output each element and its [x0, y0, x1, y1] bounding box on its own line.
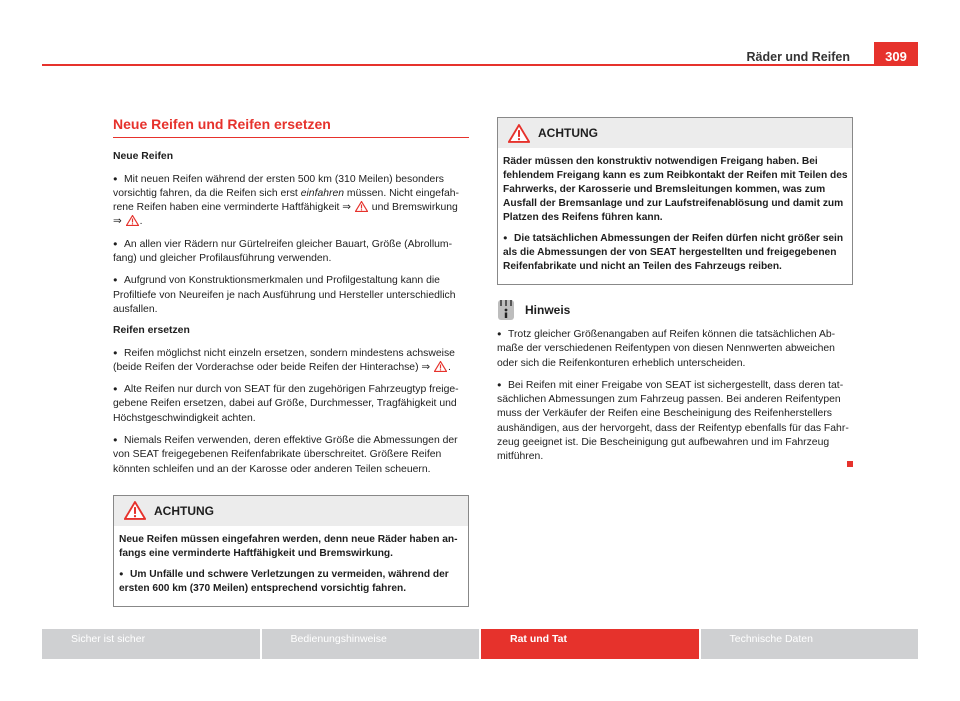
section-rule: [113, 137, 469, 138]
bullet-approved-tires: ● Alte Reifen nur durch von SEAT für den zugehörigen Fahrzeugtyp freigegebene Reifen ersetzen, dabei auf Größe, Durchmesser, Tragfähigkeit und Höchstgeschwindigkeit achten.: [113, 382, 469, 426]
bullet-break-in: ● Mit neuen Reifen während der ersten 500 km (310 Meilen) besonders vorsichtig fahren, da die Reifen sich erst einfahren müssen. Nicht eingefahrene Reifen haben eine verminderte Haftfähigkeit ⇒ und Bremswirkung ⇒ .: [113, 172, 469, 230]
warning-reference-icon[interactable]: [355, 201, 368, 212]
bullet-tread-depth: ● Aufgrund von Konstruktionsmerkmalen und Profilgestaltung kann die Profiltiefe von Neureifen je nach Ausführung und Hersteller unterschiedlich ausfallen.: [113, 273, 469, 317]
note-title: Hinweis: [525, 302, 571, 317]
tab-rat-und-tat[interactable]: Rat und Tat: [479, 629, 699, 659]
note-bullet: ● Trotz gleicher Größenangaben auf Reifen können die tatsächlichen Abmaße der verschiedenen Reifentypen von diesen Nennwerten abweichen oder sich die Reifenkonturen erheblich unterscheiden.: [497, 327, 853, 371]
warning-box-right: [497, 117, 853, 285]
header-rule: [42, 64, 918, 66]
end-of-section: [497, 458, 853, 472]
right-column: [497, 117, 853, 472]
warning-body: [114, 526, 468, 606]
warning-bullet: ● Um Unfälle und schwere Verletzungen zu vermeiden, während der ersten 600 km (370 Meilen) entsprechend vorsichtig fahren.: [119, 567, 464, 596]
note-bullet: ● Bei Reifen mit einer Freigabe von SEAT ist sichergestellt, dass deren tatsächlichen Abmessungen zum Fahrzeug passen. Bei anderen Reifentypen muss der Verkäufer der Reifen eine Bescheinigung des Reifenherstellers aushändigen, aus der hervorgeht, dass der Reifentyp ebenfalls für das Fahrzeug geeignet ist. Die Bescheinigung gut aufbewahren und im Fahrzeug mitführen.: [497, 378, 853, 465]
warning-title: ACHTUNG: [154, 503, 214, 518]
warning-icon: [508, 124, 530, 143]
warning-header: [114, 496, 468, 526]
warning-text: Neue Reifen müssen eingefahren werden, denn neue Räder haben anfangs eine verminderte Haftfähigkeit und Bremswirkung.: [119, 533, 458, 559]
page-number: 309: [874, 42, 918, 66]
warning-text: Räder müssen den konstruktiv notwendigen Freigang haben. Bei fehlendem Freigang kann es zum Reibkontakt der Reifen mit Teilen des Fahrwerks, der Karosserie und Bremsleitungen kommen, was zum Ausfall der Bremsanlage und zur Laufstreifenablösung und damit zum Platzen des Reifens führen kann.: [503, 156, 848, 223]
tab-sicher-ist-sicher[interactable]: Sicher ist sicher: [42, 629, 260, 659]
page-header-title: Räder und Reifen: [746, 50, 850, 64]
tab-technische-daten[interactable]: Technische Daten: [699, 629, 919, 659]
warning-reference-icon[interactable]: [434, 361, 447, 372]
tab-bedienungshinweise[interactable]: Bedienungshinweise: [260, 629, 480, 659]
warning-header: [498, 118, 852, 148]
warning-bullet: ● Die tatsächlichen Abmessungen der Reifen dürfen nicht größer sein als die Abmessungen der von SEAT hergestellten und freigegebenen Reifenfabrikate und nicht an Teilen des Fahrzeugs reiben.: [503, 231, 848, 274]
warning-title: ACHTUNG: [538, 125, 598, 140]
bullet-same-tires: ● An allen vier Rädern nur Gürtelreifen gleicher Bauart, Größe (Abrollumfang) und gleicher Profilausführung verwenden.: [113, 237, 469, 267]
warning-body: [498, 148, 852, 284]
bullet-replace-axle: ● Reifen möglichst nicht einzeln ersetzen, sondern mindestens achsweise (beide Reifen der Vorderachse oder beide Reifen der Hinterachse) ⇒ .: [113, 346, 469, 376]
section-title: Neue Reifen und Reifen ersetzen: [113, 116, 331, 132]
end-marker-icon: [847, 461, 853, 467]
note-icon: [497, 299, 515, 321]
bullet-tire-size: ● Niemals Reifen verwenden, deren effektive Größe die Abmessungen der von SEAT freigegebenen Reifenfabrikate überschreitet. Größere Reifen könnten schleifen und an der Karosse oder anderen Teilen scheuern.: [113, 433, 469, 477]
note-header: [497, 299, 853, 321]
warning-icon: [124, 501, 146, 520]
subheading-replace-tires: Reifen ersetzen: [113, 325, 190, 337]
subheading-new-tires: Neue Reifen: [113, 151, 174, 163]
warning-reference-icon[interactable]: [126, 215, 139, 226]
footer-nav: [42, 629, 918, 659]
warning-box-left: [113, 495, 469, 607]
left-column: [113, 117, 469, 607]
